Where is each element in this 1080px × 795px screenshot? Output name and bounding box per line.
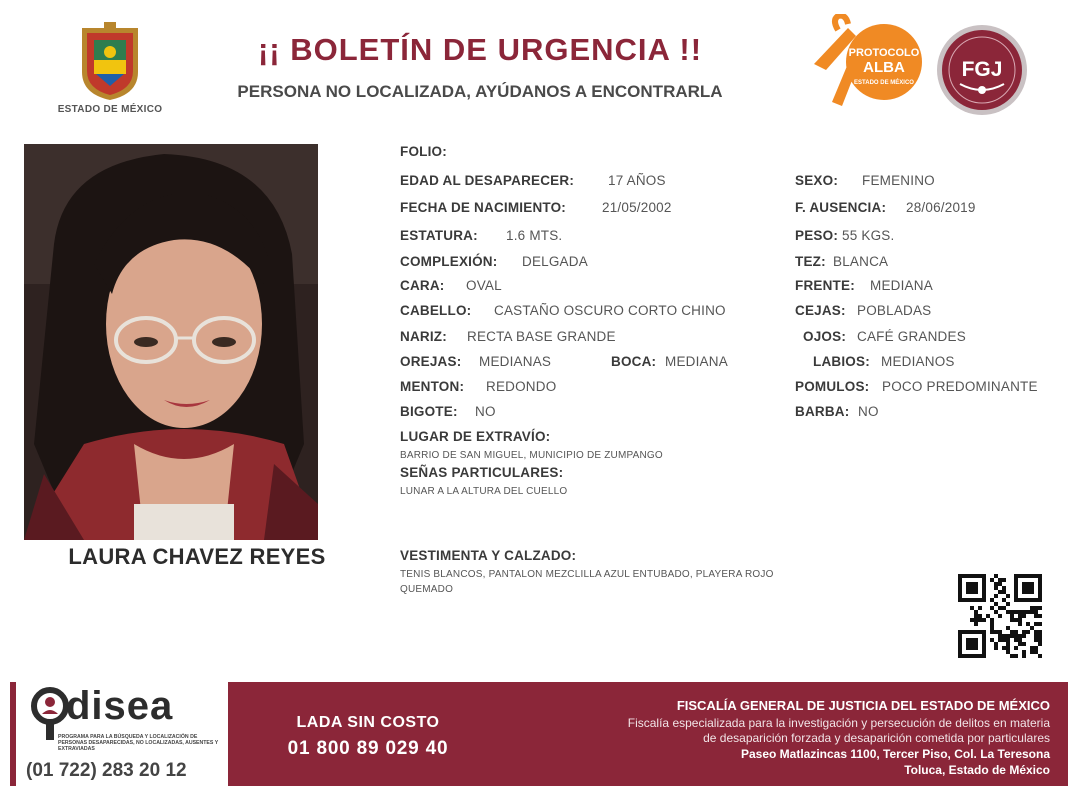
- nariz-label: NARIZ:: [400, 329, 447, 344]
- bigote-label: BIGOTE:: [400, 404, 458, 419]
- odisea-brand: disea: [66, 684, 174, 728]
- barba-label: BARBA:: [795, 404, 850, 419]
- vestimenta-value-line1: TENIS BLANCOS, PANTALON MEZCLILLA AZUL ENTUBADO, PLAYERA ROJO: [400, 569, 774, 580]
- lugar-label: LUGAR DE EXTRAVÍO:: [400, 429, 551, 444]
- lada-title: LADA SIN COSTO: [296, 714, 440, 731]
- cejas-value: POBLADAS: [857, 303, 932, 318]
- pomulos-label: POMULOS:: [795, 379, 870, 394]
- nariz-value: RECTA BASE GRANDE: [467, 329, 616, 344]
- cejas-label: CEJAS:: [795, 303, 846, 318]
- estatura-value: 1.6 MTS.: [506, 228, 563, 243]
- protocolo-line2: ALBA: [863, 59, 905, 76]
- edad-label: EDAD AL DESAPARECER:: [400, 173, 575, 188]
- protocolo-line3: ESTADO DE MÉXICO: [854, 80, 914, 86]
- complexion-label: COMPLEXIÓN:: [400, 254, 498, 269]
- fiscalia-line1: Fiscalía especializada para la investigación y persecución de delitos en materia: [627, 716, 1050, 730]
- fgj-seal-logo: [936, 24, 1028, 116]
- peso-label: PESO:: [795, 228, 839, 243]
- barba-value: NO: [858, 404, 879, 419]
- complexion-value: DELGADA: [522, 254, 588, 269]
- fiscalia-title: FISCALÍA GENERAL DE JUSTICIA DEL ESTADO DE MÉXICO: [676, 698, 1050, 713]
- ojos-label: OJOS:: [803, 329, 847, 344]
- menton-value: REDONDO: [486, 379, 557, 394]
- labios-label: LABIOS:: [813, 354, 870, 369]
- senas-value: LUNAR A LA ALTURA DEL CUELLO: [400, 486, 568, 497]
- peso-value: 55 KGS.: [842, 228, 895, 243]
- orejas-value: MEDIANAS: [479, 354, 552, 369]
- bigote-value: NO: [475, 404, 496, 419]
- cabello-value: CASTAÑO OSCURO CORTO CHINO: [494, 303, 726, 318]
- folio-label: FOLIO:: [400, 144, 447, 159]
- boca-label: BOCA:: [611, 354, 657, 369]
- menton-label: MENTON:: [400, 379, 465, 394]
- sexo-label: SEXO:: [795, 173, 839, 188]
- bulletin-title: ¡¡ BOLETÍN DE URGENCIA !!: [257, 32, 703, 67]
- bulletin-subtitle: PERSONA NO LOCALIZADA, AYÚDANOS A ENCONTRARLA: [237, 82, 723, 101]
- protocolo-alba-logo: [808, 14, 928, 110]
- tez-value: BLANCA: [833, 254, 889, 269]
- missing-person-photo: [24, 144, 318, 540]
- odisea-description: PROGRAMA PARA LA BÚSQUEDA Y LOCALIZACIÓN DE PERSONAS DESAPARECIDAS, NO LOCALIZADAS, AUSENTES Y EXTRAVIADAS: [58, 734, 219, 752]
- labios-value: MEDIANOS: [881, 354, 955, 369]
- ausencia-label: F. AUSENCIA:: [795, 200, 887, 215]
- frente-label: FRENTE:: [795, 278, 855, 293]
- ojos-value: CAFÉ GRANDES: [857, 329, 966, 344]
- qr-code-icon[interactable]: [958, 574, 1042, 658]
- lada-phone-number[interactable]: 01 800 89 029 40: [287, 738, 449, 759]
- pomulos-value: POCO PREDOMINANTE: [882, 379, 1038, 394]
- cara-value: OVAL: [466, 278, 502, 293]
- frente-value: MEDIANA: [870, 278, 933, 293]
- boca-value: MEDIANA: [665, 354, 728, 369]
- protocolo-line1: PROTOCOLO: [848, 47, 920, 59]
- sexo-value: FEMENINO: [862, 173, 935, 188]
- fiscalia-address: Paseo Matlazincas 1100, Tercer Piso, Col. La Teresona: [740, 747, 1050, 761]
- ausencia-value: 28/06/2019: [906, 200, 976, 215]
- edad-value: 17 AÑOS: [608, 173, 666, 188]
- state-label: ESTADO DE MÉXICO: [57, 104, 163, 115]
- odisea-phone[interactable]: (01 722) 283 20 12: [26, 760, 187, 781]
- orejas-label: OREJAS:: [400, 354, 462, 369]
- senas-label: SEÑAS PARTICULARES:: [400, 465, 564, 480]
- cabello-label: CABELLO:: [400, 303, 472, 318]
- fiscalia-line2: de desaparición forzada y desaparición cometida por particulares: [703, 731, 1050, 745]
- nacimiento-label: FECHA DE NACIMIENTO:: [400, 200, 566, 215]
- estado-de-mexico-coat-of-arms-icon: [74, 22, 146, 102]
- lugar-value: BARRIO DE SAN MIGUEL, MUNICIPIO DE ZUMPANGO: [400, 450, 663, 461]
- tez-label: TEZ:: [795, 254, 826, 269]
- fiscalia-city: Toluca, Estado de México: [904, 763, 1050, 777]
- cara-label: CARA:: [400, 278, 445, 293]
- fgj-text: FGJ: [961, 58, 1003, 81]
- vestimenta-label: VESTIMENTA Y CALZADO:: [400, 548, 577, 563]
- person-name: LAURA CHAVEZ REYES: [68, 544, 326, 569]
- estatura-label: ESTATURA:: [400, 228, 478, 243]
- vestimenta-value-line2: QUEMADO: [400, 584, 454, 595]
- nacimiento-value: 21/05/2002: [602, 200, 672, 215]
